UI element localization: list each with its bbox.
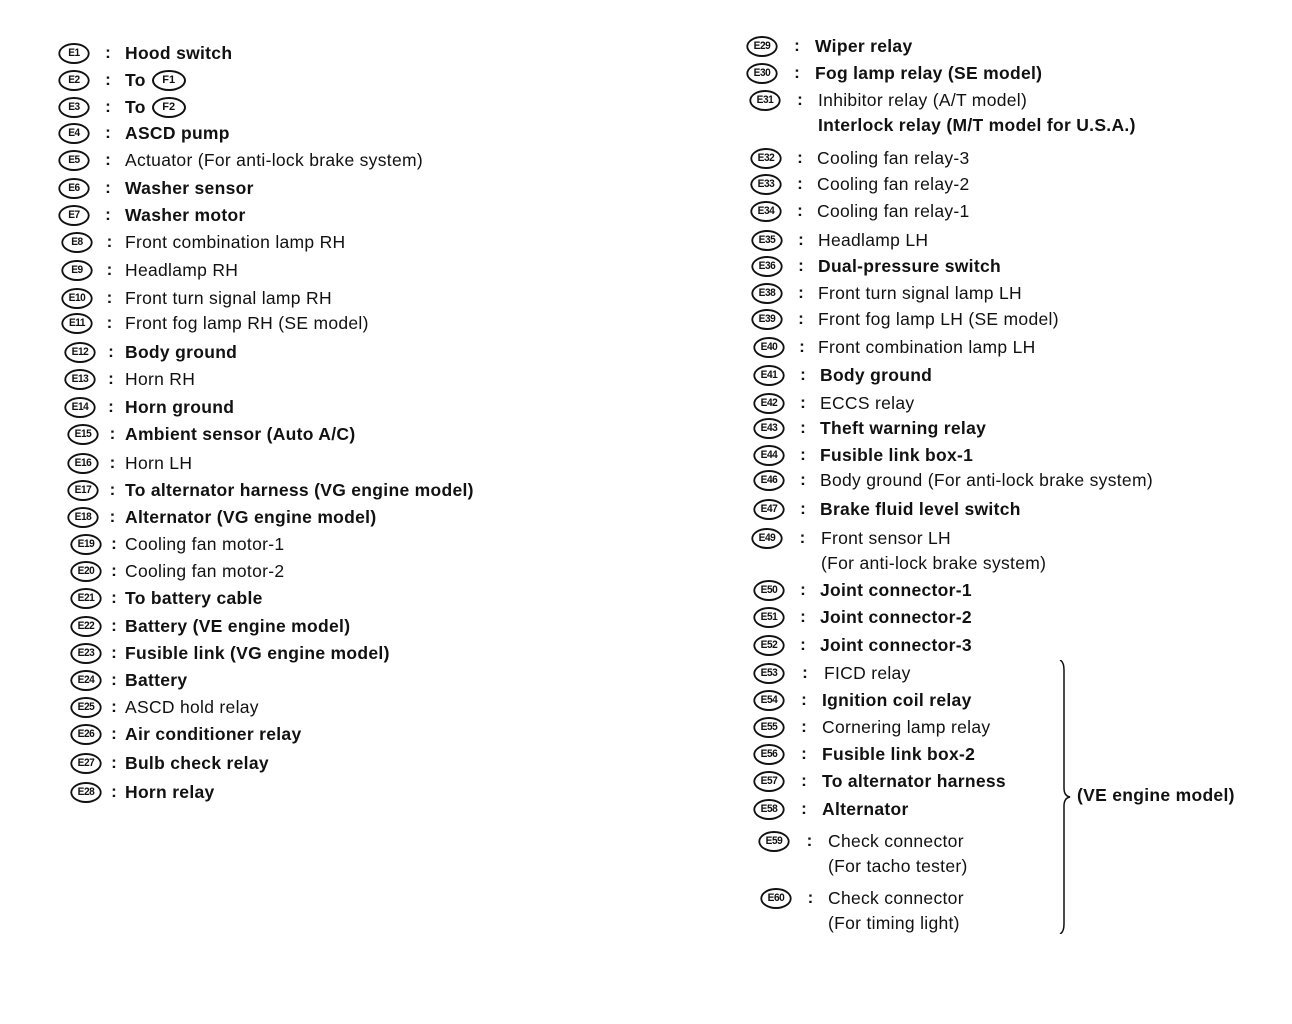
connector-description: Cooling fan motor-1: [125, 533, 285, 554]
connector-description: Fusible link box-2: [822, 743, 976, 764]
connector-entry: [750, 307, 1059, 331]
connector-description-continued: (For anti-lock brake system): [821, 553, 1047, 573]
separator: :: [108, 369, 114, 388]
separator: :: [800, 445, 806, 464]
connector-description: Front fog lamp RH (SE model): [125, 312, 369, 333]
connector-entry: [60, 286, 332, 310]
connector-code-badge: E29: [746, 36, 777, 57]
connector-entry: [57, 203, 246, 227]
connector-entry: [750, 228, 928, 252]
group-label: (VE engine model): [1077, 785, 1235, 805]
connector-entry: [69, 641, 390, 665]
connector-description: Front turn signal lamp RH: [125, 287, 332, 308]
separator: :: [105, 123, 111, 142]
connector-description-continued: (For tacho tester): [828, 856, 968, 876]
connector-code-badge: E44: [753, 445, 784, 466]
connector-description: To alternator harness: [822, 770, 1006, 791]
connector-description: Body ground: [820, 364, 933, 385]
connector-description: Wiper relay: [815, 35, 913, 56]
connector-entry: [752, 497, 1021, 521]
connector-description: To: [125, 69, 146, 90]
separator: :: [109, 480, 116, 499]
separator: :: [798, 230, 804, 249]
connector-entry: [69, 614, 350, 638]
connector-entry: [69, 695, 259, 719]
separator: :: [109, 453, 116, 472]
connector-description: Alternator (VG engine model): [125, 506, 377, 527]
connector-code-badge: E24: [70, 670, 101, 691]
connector-code-badge: E27: [70, 753, 101, 774]
connector-entry: [69, 532, 284, 556]
separator: :: [798, 283, 804, 302]
separator: :: [794, 63, 800, 82]
connector-code-badge: E49: [751, 528, 782, 549]
connector-entry: [69, 780, 215, 804]
separator: :: [801, 690, 807, 709]
connector-code-badge: E26: [70, 724, 101, 745]
connector-entry: [752, 363, 932, 387]
connector-code-badge: E31: [749, 90, 780, 111]
connector-entry: [752, 605, 972, 629]
separator: :: [801, 771, 807, 790]
connector-entry: [63, 367, 195, 391]
separator: :: [797, 174, 803, 193]
connector-entry: [752, 797, 909, 821]
separator: :: [111, 588, 117, 607]
separator: :: [800, 418, 806, 437]
connector-description: Bulb check relay: [125, 752, 269, 773]
separator: :: [800, 470, 806, 489]
connector-entry: [752, 416, 986, 440]
connector-description: Air conditioner relay: [125, 723, 302, 744]
connector-code-badge: E5: [58, 150, 89, 171]
connector-code-badge: E21: [70, 588, 101, 609]
connector-description: Battery (VE engine model): [125, 615, 351, 636]
separator: :: [797, 148, 803, 167]
connector-description: Dual-pressure switch: [818, 255, 1001, 276]
separator: :: [800, 607, 806, 626]
connector-description-continued: Interlock relay (M/T model for U.S.A.): [818, 115, 1136, 135]
separator: :: [111, 643, 117, 662]
connector-code-badge: E17: [67, 480, 98, 501]
separator: :: [799, 337, 805, 356]
connector-description: Cooling fan relay-3: [817, 147, 970, 168]
connector-code-badge: E56: [753, 744, 784, 765]
connector-code-badge: E46: [753, 470, 784, 491]
separator: :: [807, 888, 814, 907]
connector-entry: [60, 230, 346, 254]
connector-entry: [750, 526, 951, 550]
connector-entry: [66, 451, 192, 475]
connector-code-badge: E11: [61, 313, 92, 334]
connector-entry: [745, 61, 1042, 85]
connector-description: Inhibitor relay (A/T model): [818, 89, 1028, 110]
connector-code-badge: E50: [753, 580, 784, 601]
connector-entry: [759, 886, 964, 910]
connector-description-continued: (For timing light): [828, 913, 960, 933]
connector-code-badge: E15: [67, 424, 98, 445]
connector-code-badge: E2: [58, 70, 89, 91]
separator: :: [802, 663, 808, 682]
connector-entry: [752, 335, 1036, 359]
connector-code-badge: E3: [58, 97, 89, 118]
connector-code-badge: E6: [58, 178, 89, 199]
separator: :: [106, 288, 113, 307]
connector-code-badge: E54: [753, 690, 784, 711]
connector-entry: [57, 148, 423, 172]
connector-description: Cooling fan motor-2: [125, 560, 285, 581]
separator: :: [111, 782, 117, 801]
connector-code-badge: E16: [67, 453, 98, 474]
separator: :: [109, 507, 116, 526]
connector-description: Front combination lamp LH: [818, 336, 1036, 357]
connector-entry: [57, 41, 232, 65]
separator: :: [800, 365, 806, 384]
separator: :: [106, 313, 113, 332]
connector-code-badge: E43: [753, 418, 784, 439]
connector-description: Front combination lamp RH: [125, 231, 346, 252]
connector-entry: [69, 559, 284, 583]
separator: :: [105, 97, 111, 116]
connector-code-badge: E10: [61, 288, 92, 309]
connector-description: Front sensor LH: [821, 527, 951, 548]
connector-description: Battery: [125, 669, 188, 690]
connector-code-badge: E32: [750, 148, 781, 169]
connector-entry: [752, 688, 972, 712]
connector-code-badge: E18: [67, 507, 98, 528]
connector-code-badge: E38: [751, 283, 782, 304]
connector-code-badge: E4: [58, 123, 89, 144]
connector-code-badge: E12: [64, 342, 95, 363]
connector-entry: [749, 172, 970, 196]
connector-description: Body ground: [125, 341, 238, 362]
connector-code-badge: E40: [753, 337, 784, 358]
connector-description: Joint connector-2: [820, 606, 972, 627]
connector-code-badge: E33: [750, 174, 781, 195]
connector-entry: [63, 340, 237, 364]
connector-description: Washer sensor: [125, 177, 254, 198]
connector-description: Headlamp LH: [818, 229, 929, 250]
connector-entry: [752, 468, 1153, 492]
connector-entry: [69, 751, 269, 775]
separator: :: [111, 697, 117, 716]
connector-entry: [752, 578, 972, 602]
separator: :: [105, 150, 111, 169]
connector-description: Horn ground: [125, 396, 235, 417]
connector-description: Front fog lamp LH (SE model): [818, 308, 1059, 329]
connector-entry: [57, 121, 230, 145]
connector-entry: [63, 395, 234, 419]
connector-code-badge: E35: [751, 230, 782, 251]
separator: :: [800, 393, 806, 412]
connector-code-badge: E58: [753, 799, 784, 820]
connector-description: Ignition coil relay: [822, 689, 972, 710]
reference-connector-badge: F2: [152, 97, 186, 118]
connector-entry: [60, 311, 369, 335]
connector-code-badge: E36: [751, 256, 782, 277]
separator: :: [108, 397, 114, 416]
separator: :: [105, 178, 111, 197]
connector-entry: [750, 281, 1022, 305]
connector-description: Joint connector-1: [820, 579, 972, 600]
connector-entry: [57, 95, 186, 119]
connector-entry: [748, 88, 1027, 112]
separator: :: [797, 201, 803, 220]
connector-entry: [752, 769, 1006, 793]
connector-code-badge: E53: [753, 663, 784, 684]
connector-entry: [57, 176, 254, 200]
connector-description: Washer motor: [125, 204, 246, 225]
connector-code-badge: E41: [753, 365, 784, 386]
separator: :: [106, 232, 113, 251]
connector-description: To: [125, 96, 146, 117]
connector-description: ASCD pump: [125, 122, 230, 143]
connector-code-badge: E51: [753, 607, 784, 628]
separator: :: [806, 831, 813, 850]
connector-description: Horn RH: [125, 368, 196, 389]
group-brace: [1058, 660, 1074, 934]
connector-description: Hood switch: [125, 42, 233, 63]
connector-code-badge: E60: [760, 888, 791, 909]
connector-description: Cooling fan relay-2: [817, 173, 970, 194]
connector-description: Cornering lamp relay: [822, 716, 991, 737]
separator: :: [109, 424, 116, 443]
separator: :: [111, 753, 117, 772]
connector-code-badge: E57: [753, 771, 784, 792]
connector-description: Fog lamp relay (SE model): [815, 62, 1043, 83]
separator: :: [105, 70, 111, 89]
separator: :: [800, 580, 806, 599]
connector-code-badge: E55: [753, 717, 784, 738]
connector-description: To alternator harness (VG engine model): [125, 479, 474, 500]
connector-code-badge: E7: [58, 205, 89, 226]
connector-code-badge: E30: [746, 63, 777, 84]
connector-entry: [745, 34, 913, 58]
connector-entry: [752, 742, 975, 766]
separator: :: [108, 342, 114, 361]
connector-code-badge: E28: [70, 782, 101, 803]
connector-entry: [69, 668, 187, 692]
separator: :: [111, 616, 117, 635]
connector-description: Joint connector-3: [820, 634, 972, 655]
connector-description: Horn relay: [125, 781, 215, 802]
connector-code-badge: E19: [70, 534, 101, 555]
connector-code-badge: E22: [70, 616, 101, 637]
connector-code-badge: E13: [64, 369, 95, 390]
separator: :: [799, 528, 806, 547]
connector-code-badge: E47: [753, 499, 784, 520]
connector-entry: [69, 722, 301, 746]
connector-code-badge: E14: [64, 397, 95, 418]
connector-entry: [752, 715, 990, 739]
connector-description: FICD relay: [824, 662, 911, 683]
connector-entry: [752, 661, 911, 685]
connector-code-badge: E42: [753, 393, 784, 414]
separator: :: [797, 90, 803, 109]
separator: :: [105, 43, 111, 62]
separator: :: [801, 744, 807, 763]
separator: :: [801, 799, 807, 818]
connector-code-badge: E39: [751, 309, 782, 330]
connector-entry: [66, 478, 474, 502]
connector-entry: [752, 633, 972, 657]
connector-code-badge: E1: [58, 43, 89, 64]
connector-entry: [66, 505, 376, 529]
connector-description: Front turn signal lamp LH: [818, 282, 1022, 303]
connector-code-badge: E52: [753, 635, 784, 656]
separator: :: [111, 724, 117, 743]
connector-description: Fusible link (VG engine model): [125, 642, 390, 663]
connector-description: Theft warning relay: [820, 417, 987, 438]
separator: :: [800, 499, 806, 518]
connector-entry: [60, 258, 238, 282]
reference-connector-badge: F1: [152, 70, 186, 91]
separator: :: [105, 205, 111, 224]
separator: :: [798, 256, 804, 275]
connector-description: Body ground (For anti-lock brake system): [820, 469, 1153, 490]
connector-description: Ambient sensor (Auto A/C): [125, 423, 356, 444]
separator: :: [801, 717, 807, 736]
separator: :: [106, 260, 113, 279]
connector-description: To battery cable: [125, 587, 263, 608]
connector-code-badge: E59: [758, 831, 789, 852]
connector-entry: [752, 443, 973, 467]
connector-description: Fusible link box-1: [820, 444, 974, 465]
connector-entry: [69, 586, 263, 610]
connector-description: ASCD hold relay: [125, 696, 259, 717]
separator: :: [800, 635, 806, 654]
connector-code-badge: E25: [70, 697, 101, 718]
connector-description: Check connector: [828, 830, 964, 851]
connector-entry: [749, 146, 970, 170]
connector-entry: [757, 829, 964, 853]
connector-code-badge: E8: [61, 232, 92, 253]
separator: :: [111, 534, 117, 553]
connector-description: Brake fluid level switch: [820, 498, 1021, 519]
connector-description: Headlamp RH: [125, 259, 239, 280]
connector-description: ECCS relay: [820, 392, 915, 413]
connector-entry: [57, 68, 186, 92]
connector-code-badge: E34: [750, 201, 781, 222]
connector-entry: [66, 422, 355, 446]
connector-entry: [749, 199, 970, 223]
connector-entry: [750, 254, 1001, 278]
connector-code-badge: E20: [70, 561, 101, 582]
connector-description: Alternator: [822, 798, 909, 819]
connector-description: Horn LH: [125, 452, 193, 473]
connector-description: Check connector: [828, 887, 964, 908]
separator: :: [111, 561, 117, 580]
connector-code-badge: E9: [61, 260, 92, 281]
separator: :: [794, 36, 800, 55]
separator: :: [798, 309, 804, 328]
separator: :: [111, 670, 117, 689]
connector-entry: [752, 391, 914, 415]
connector-description: Cooling fan relay-1: [817, 200, 970, 221]
connector-description: Actuator (For anti-lock brake system): [125, 149, 423, 170]
connector-code-badge: E23: [70, 643, 101, 664]
